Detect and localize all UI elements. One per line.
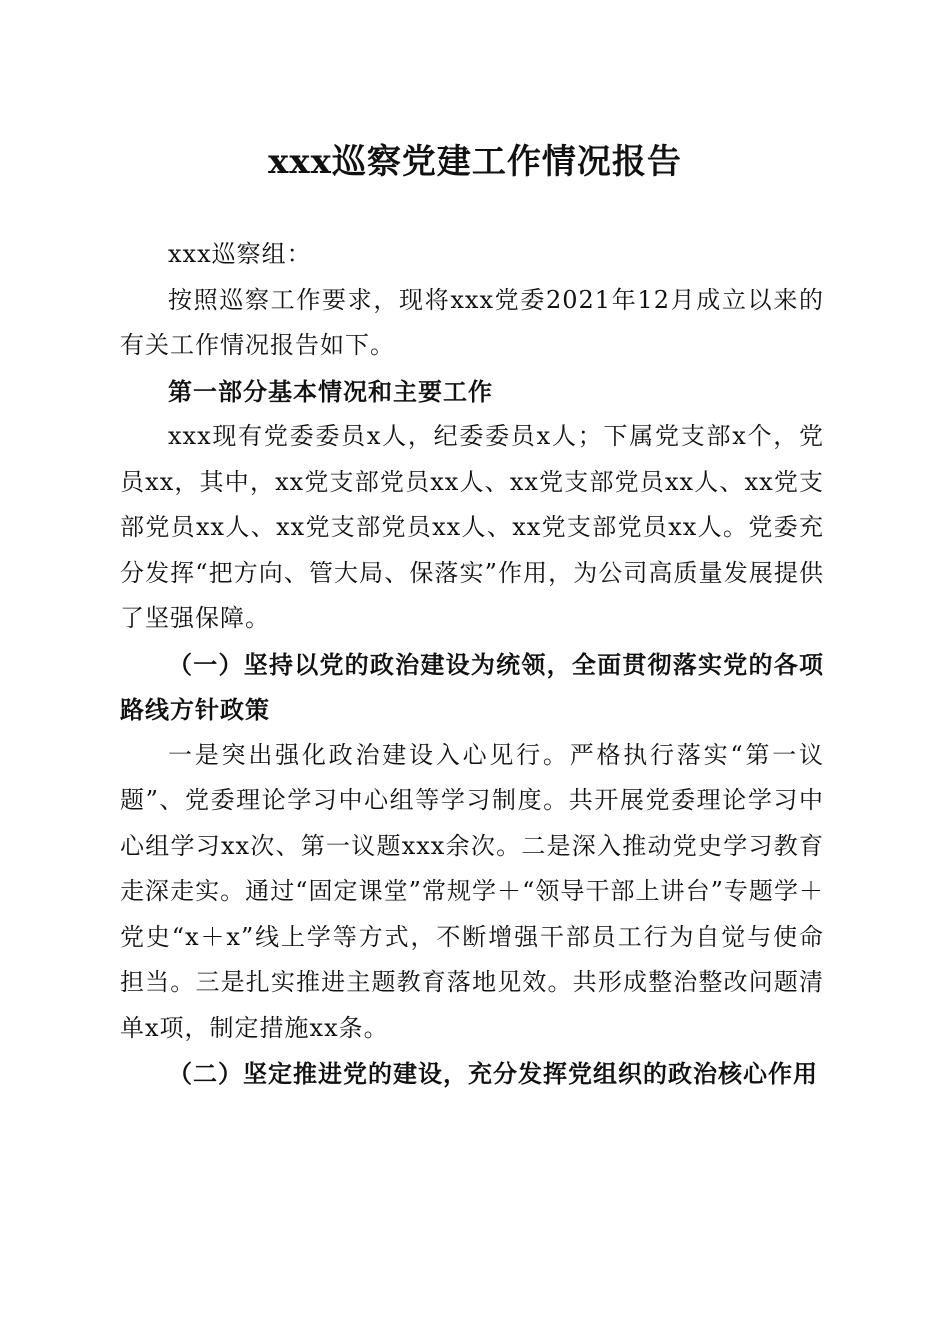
part-one-heading: 第一部分基本情况和主要工作 xyxy=(168,376,493,406)
intro-paragraph: 按照巡察工作要求，现将xxx党委2021年12月成立以来的有关工作情况报告如下。 xyxy=(120,285,824,359)
section-one-heading: （一）坚持以党的政治建设为统领，全面贯彻落实党的各项路线方针政策 xyxy=(120,649,824,724)
document-title: xxx巡察党建工作情况报告 xyxy=(268,142,682,182)
basic-info-paragraph: xxx现有党委委员x人，纪委委员x人；下属党支部x个，党员xx，其中，xx党支部党员xx人、xx党支部党员xx人、xx党支部党员xx人、xx党支部党员xx人、xx党支部党员xx人。党委充分发挥“把方向、管大局、保落实”作用，为公司高质量发展提供了坚强保障。 xyxy=(120,422,824,632)
section-one-paragraph: 一是突出强化政治建设入心见行。严格执行落实“第一议题”、党委理论学习中心组等学习制度。共开展党委理论学习中心组学习xx次、第一议题xxx余次。二是深入推动党史学习教育走深走实。通过“固定课堂”常规学＋“领导干部上讲台”专题学＋党史“x＋x”线上学等方式，不断增强干部员工行为自觉与使命担当。三是扎实推进主题教育落地见效。共形成整治整改问题清单x项，制定措施xx条。 xyxy=(120,740,824,1042)
salutation: xxx巡察组： xyxy=(168,240,312,268)
document-body xyxy=(120,232,824,1097)
section-two-heading: （二）坚定推进党的建设，充分发挥党组织的政治核心作用 xyxy=(168,1059,818,1088)
